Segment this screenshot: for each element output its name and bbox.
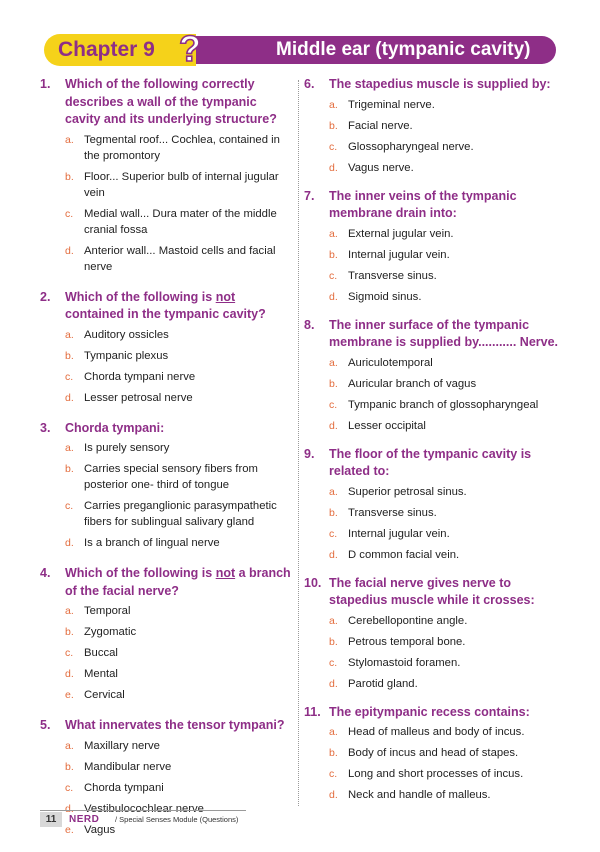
option-text: Vestibulocochlear nerve <box>84 802 204 815</box>
option-text: Cervical <box>84 689 125 701</box>
option-letter: d. <box>329 548 338 561</box>
question-6 <box>304 76 562 176</box>
question-11 <box>304 704 562 804</box>
option <box>304 289 562 305</box>
option-letter: d. <box>65 668 74 680</box>
question-text <box>65 565 294 600</box>
page-number: 11 <box>40 812 62 827</box>
option <box>40 206 294 238</box>
option-letter: a. <box>65 739 74 752</box>
option-letter: a. <box>65 133 74 146</box>
question-text-part: Which of the following is <box>65 566 216 580</box>
option <box>40 645 294 661</box>
option-text: Mandibular nerve <box>84 760 172 773</box>
option <box>304 355 562 371</box>
option <box>40 348 294 364</box>
column-divider <box>298 80 299 806</box>
chapter-number: Chapter 9 <box>58 38 155 61</box>
option-text: D common facial vein. <box>348 548 460 561</box>
option-text: Stylomastoid foramen. <box>348 656 461 669</box>
option-text: Auricular branch of vagus <box>348 377 477 390</box>
option-text: Lesser petrosal nerve <box>84 391 193 404</box>
option-letter: e. <box>65 689 74 701</box>
option-letter: a. <box>329 356 338 369</box>
option-text: Parotid gland. <box>348 677 418 690</box>
question-9 <box>304 446 562 563</box>
option <box>304 376 562 392</box>
option-letter: c. <box>329 269 338 282</box>
option <box>40 603 294 619</box>
option-text: Floor... Superior bulb of internal jugular vein <box>84 170 279 199</box>
option-letter: c. <box>329 656 338 669</box>
option-text: Maxillary nerve <box>84 739 160 752</box>
option-text: Carries special sensory fibers from posterior one- third of tongue <box>84 463 258 491</box>
option-text: Transverse sinus. <box>348 269 437 282</box>
brand-logo: NERD <box>69 814 100 825</box>
option <box>40 390 294 406</box>
question-number: 6. <box>304 77 315 91</box>
question-8 <box>304 317 562 434</box>
option-letter: d. <box>329 419 338 432</box>
option-letter: b. <box>65 170 74 183</box>
question-text: The inner veins of the tympanic membrane drain into: <box>329 188 517 220</box>
option-text: Buccal <box>84 647 118 659</box>
option-text: Neck and handle of malleus. <box>348 789 491 801</box>
question-text: The facial nerve gives nerve to stapedius muscle while it crosses: <box>329 575 535 607</box>
question-text: The floor of the tympanic cavity is related to: <box>329 446 532 478</box>
option <box>40 738 294 754</box>
question-1 <box>40 76 294 275</box>
question-text-emphasis: not <box>215 566 236 580</box>
question-text: Which of the following correctly describes a wall of the tympanic cavity and its underlying structure? <box>65 77 277 126</box>
option <box>304 484 562 500</box>
option-text: Is purely sensory <box>84 442 170 454</box>
option-text: Facial nerve. <box>348 119 413 132</box>
option <box>304 97 562 113</box>
option-letter: b. <box>329 119 338 132</box>
option <box>304 655 562 671</box>
option-letter: b. <box>65 626 74 638</box>
option <box>40 243 294 275</box>
option <box>40 687 294 703</box>
option <box>40 169 294 201</box>
option <box>304 745 562 761</box>
option <box>40 440 294 456</box>
option-letter: d. <box>65 391 74 404</box>
option-letter: b. <box>65 760 74 773</box>
option-letter: a. <box>329 726 338 738</box>
option-letter: d. <box>329 161 338 174</box>
footer-rule <box>40 810 246 811</box>
option-text: Glossopharyngeal nerve. <box>348 140 474 153</box>
option-letter: c. <box>65 781 74 794</box>
question-3 <box>40 420 294 552</box>
option-text: Tegmental roof... Cochlea, contained in the promontory <box>84 133 280 162</box>
option-text: Superior petrosal sinus. <box>348 485 467 498</box>
option <box>40 780 294 796</box>
option <box>304 397 562 413</box>
question-number: 9. <box>304 446 315 461</box>
option-text: Tympanic plexus <box>84 349 169 362</box>
option-text: Zygomatic <box>84 626 137 638</box>
question-number: 10. <box>304 575 322 590</box>
option <box>304 226 562 242</box>
option-letter: d. <box>329 789 338 801</box>
option <box>40 327 294 343</box>
option-letter: c. <box>329 768 338 780</box>
question-text: Chorda tympani: <box>65 420 165 435</box>
option <box>40 498 294 530</box>
option-text: Cerebellopontine angle. <box>348 614 468 627</box>
option <box>304 526 562 542</box>
option <box>40 666 294 682</box>
question-7 <box>304 188 562 305</box>
option-letter: a. <box>65 328 74 341</box>
option <box>40 535 294 551</box>
option <box>40 461 294 493</box>
option-letter: d. <box>65 537 74 549</box>
option-letter: c. <box>65 207 74 220</box>
option <box>304 268 562 284</box>
page-footer <box>40 810 246 828</box>
question-text-emphasis: not <box>215 289 236 304</box>
question-10 <box>304 575 562 692</box>
option-text: Sigmoid sinus. <box>348 290 422 303</box>
option-letter: c. <box>329 140 338 153</box>
option-letter: d. <box>65 244 74 257</box>
option-letter: b. <box>65 463 74 475</box>
option-letter: a. <box>65 605 74 617</box>
option <box>304 418 562 434</box>
option-letter: a. <box>329 227 338 240</box>
option-letter: a. <box>329 98 338 111</box>
option-text: Vagus nerve. <box>348 161 414 174</box>
option-text: Long and short processes of incus. <box>348 768 524 780</box>
question-text-part: Which of the following is <box>65 289 216 304</box>
option <box>304 634 562 650</box>
option <box>304 724 562 740</box>
option-text: Head of malleus and body of incus. <box>348 726 525 738</box>
option-letter: a. <box>329 614 338 627</box>
question-text: What innervates the tensor tympani? <box>65 718 285 732</box>
question-number: 2. <box>40 289 51 304</box>
right-column <box>304 76 562 815</box>
option-letter: d. <box>329 677 338 690</box>
option <box>304 118 562 134</box>
question-text-part: contained in the tympanic cavity? <box>65 307 266 321</box>
option-letter: b. <box>329 635 338 648</box>
option-letter: b. <box>329 747 338 759</box>
option-letter: a. <box>65 442 74 454</box>
question-number: 4. <box>40 566 51 580</box>
question-number: 11. <box>304 704 321 719</box>
question-text: The inner surface of the tympanic membrane is supplied by........... Nerve. <box>329 317 559 349</box>
option <box>304 505 562 521</box>
option-text: Vagus <box>84 823 116 836</box>
option <box>40 759 294 775</box>
option <box>40 369 294 385</box>
option-letter: a. <box>329 485 338 498</box>
option-text: Lesser occipital <box>348 419 426 432</box>
option-text: Petrous temporal bone. <box>348 635 466 648</box>
question-2 <box>40 289 294 406</box>
option-letter: c. <box>329 398 338 411</box>
option-text: Internal jugular vein. <box>348 527 450 540</box>
option-text: Temporal <box>84 605 131 617</box>
option-text: Internal jugular vein. <box>348 248 450 261</box>
question-text: The epitympanic recess contains: <box>329 704 530 719</box>
option-text: Anterior wall... Mastoid cells and facial nerve <box>84 244 276 273</box>
option-letter: d. <box>65 802 74 815</box>
option <box>304 547 562 563</box>
option-text: Body of incus and head of stapes. <box>348 747 519 759</box>
left-column <box>40 76 294 852</box>
question-mark-icon: ? <box>179 28 201 69</box>
option-text: External jugular vein. <box>348 227 454 240</box>
option-letter: b. <box>329 248 338 261</box>
chapter-header <box>44 28 556 69</box>
option-letter: c. <box>329 527 338 540</box>
chapter-title: Middle ear (tympanic cavity) <box>276 39 531 60</box>
option <box>304 139 562 155</box>
option-text: Auditory ossicles <box>84 328 169 341</box>
option-letter: d. <box>329 290 338 303</box>
option-text: Chorda tympani nerve <box>84 370 196 383</box>
option <box>304 247 562 263</box>
option <box>304 787 562 803</box>
option-letter: e. <box>65 823 74 836</box>
option-text: Trigeminal nerve. <box>348 98 435 111</box>
question-4 <box>40 565 294 703</box>
option-letter: b. <box>329 506 338 519</box>
option <box>40 624 294 640</box>
question-number: 3. <box>40 420 51 435</box>
question-text: The stapedius muscle is supplied by: <box>329 77 551 91</box>
option-text: Auriculotemporal <box>348 356 433 369</box>
option-letter: b. <box>65 349 74 362</box>
option-letter: c. <box>65 647 74 659</box>
option-text: Chorda tympani <box>84 781 164 794</box>
module-name: / Special Senses Module (Questions) <box>115 815 239 824</box>
option <box>40 132 294 164</box>
option-text: Medial wall... Dura mater of the middle cranial fossa <box>84 207 277 236</box>
option-letter: c. <box>65 500 74 512</box>
question-text-part: a branch of the facial nerve? <box>65 566 291 598</box>
question-number: 1. <box>40 77 51 91</box>
option-text: Tympanic branch of glossopharyngeal <box>348 398 539 411</box>
option <box>304 160 562 176</box>
option-letter: c. <box>65 370 74 383</box>
option-text: Transverse sinus. <box>348 506 437 519</box>
option <box>304 613 562 629</box>
option-text: Mental <box>84 668 118 680</box>
question-number: 5. <box>40 718 51 732</box>
option-text: Carries preganglionic parasympathetic fibers for sublingual salivary gland <box>84 500 277 528</box>
option <box>304 676 562 692</box>
option-letter: b. <box>329 377 338 390</box>
option-text: Is a branch of lingual nerve <box>84 537 220 549</box>
question-number: 7. <box>304 188 315 203</box>
question-text <box>65 289 294 324</box>
question-number: 8. <box>304 317 315 332</box>
option <box>304 766 562 782</box>
